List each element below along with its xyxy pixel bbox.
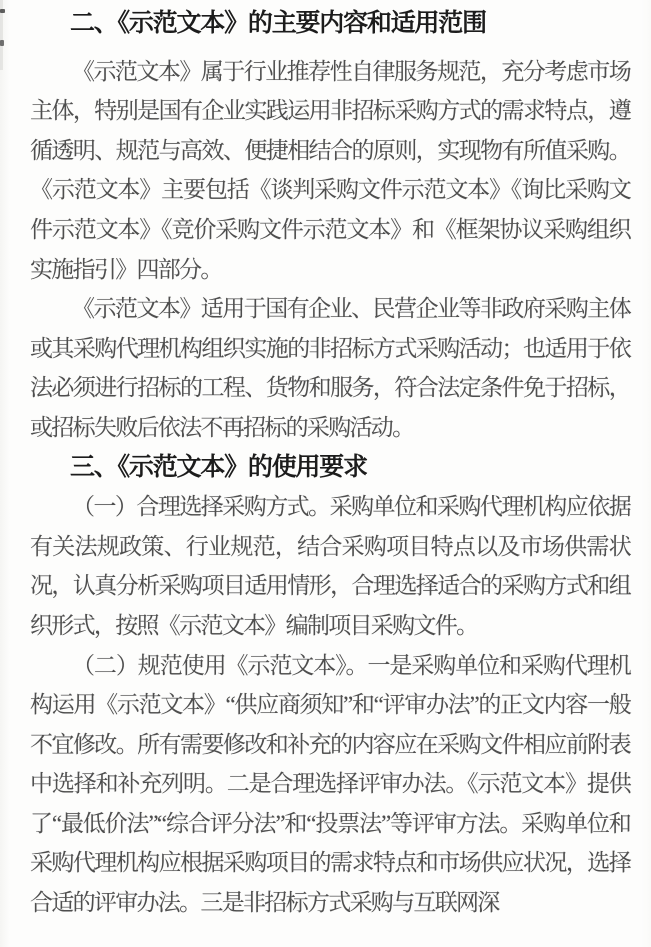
paragraph-applicability: 《示范文本》适用于国有企业、民营企业等非政府采购主体或其采购代理机构组织实施的非招标方式采购活动；也适用于依法必须进行招标的工程、货物和服务，符合法定条件免于招标，或招标失败后依法不再招标的采购活动。 (30, 296, 630, 440)
scan-artifact-mark (0, 9, 5, 13)
section-heading-main-content-scope: 二、《示范文本》的主要内容和适用范围 (70, 9, 486, 37)
scan-artifact-mark (0, 40, 4, 46)
paragraph-item-two-standard-use: （二）规范使用《示范文本》。一是采购单位和采购代理机构运用《示范文本》“供应商须知”和“评审办法”的正文内容一般不宜修改。所有需要修改和补充的内容应在采购文件相应前附表中选择和补充列明。二是合理选择评审办法。《示范文本》提供了“最低价法”“综合评分法”和“投票法”等评审方法。采购单位和采购代理机构应根据采购项目的需求特点和市场供应状况，选择合适的评审办法。三是非招标方式采购与互联网深 (30, 652, 630, 916)
paragraph-nature-and-composition: 《示范文本》属于行业推荐性自律服务规范，充分考虑市场主体，特别是国有企业实践运用非招标采购方式的需求特点，遵循透明、规范与高效、便捷相结合的原则，实现物有所值采购。《示范文本》主要包括《谈判采购文件示范文本》《询比采购文件示范文本》《竞价采购文件示范文本》和《框架协议采购组织实施指引》四部分。 (30, 58, 630, 282)
section-heading-usage-requirements: 三、《示范文本》的使用要求 (70, 452, 367, 481)
paragraph-item-one-select-method: （一）合理选择采购方式。采购单位和采购代理机构应依据有关法规政策、行业规范，结合采购项目特点以及市场供需状况，认真分析采购项目适用情形，合理选择适合的采购方式和组织形式，按照《示范文本》编制项目采购文件。 (30, 494, 630, 638)
